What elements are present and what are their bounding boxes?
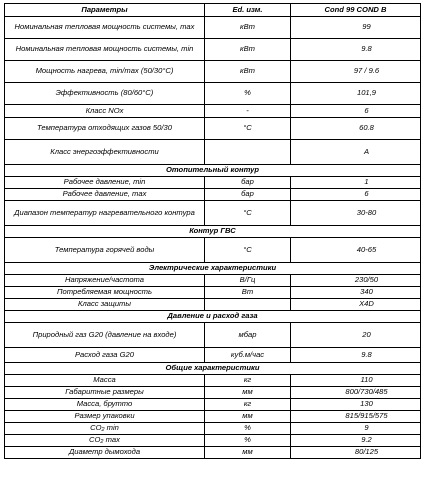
param-name-text: CO: [89, 435, 101, 445]
value-cell: 99: [291, 17, 421, 39]
spec-row: [5, 105, 421, 118]
specifications-table: [4, 3, 421, 459]
param-name: Потребляемая мощность: [5, 287, 205, 299]
value-cell: 6: [291, 189, 421, 201]
unit-cell: [205, 299, 291, 311]
unit-cell: [205, 140, 291, 165]
param-name: Масса, брутто: [5, 399, 205, 411]
spec-row: [5, 238, 421, 263]
param-name: Класс защиты: [5, 299, 205, 311]
param-name: Диапазон температур нагревательного контура: [5, 201, 205, 226]
unit-cell: бар: [205, 189, 291, 201]
unit-cell: мм: [205, 411, 291, 423]
spec-row: [5, 447, 421, 459]
spec-row: [5, 375, 421, 387]
spec-row: [5, 411, 421, 423]
param-name: Мощность нагрева, min/max (50/30°С): [5, 61, 205, 83]
value-cell: 40-65: [291, 238, 421, 263]
value-cell: 9.8: [291, 39, 421, 61]
header-unit: Ed. изм.: [205, 4, 291, 17]
unit-cell: мм: [205, 387, 291, 399]
spec-row: [5, 299, 421, 311]
value-cell: 130: [291, 399, 421, 411]
unit-cell: °С: [205, 238, 291, 263]
param-name-text: CO: [90, 423, 102, 433]
unit-cell: Вт: [205, 287, 291, 299]
value-cell: 9: [291, 423, 421, 435]
param-name: Номинальная тепловая мощность системы, min: [5, 39, 205, 61]
param-name: Температура горячей воды: [5, 238, 205, 263]
unit-cell: %: [205, 83, 291, 105]
section-header-row: [5, 165, 421, 177]
section-title: Электрические характеристики: [5, 263, 421, 275]
unit-cell: %: [205, 435, 291, 447]
value-cell: 9.8: [291, 348, 421, 363]
section-title: Общие характеристики: [5, 363, 421, 375]
unit-cell: мбар: [205, 323, 291, 348]
spec-row: [5, 287, 421, 299]
value-cell: 110: [291, 375, 421, 387]
param-name: Расход газа G20: [5, 348, 205, 363]
param-name: Габаритные размеры: [5, 387, 205, 399]
value-cell: 800/730/485: [291, 387, 421, 399]
param-name: Природный газ G20 (давление на входе): [5, 323, 205, 348]
param-name: [5, 435, 205, 447]
value-cell: 30-80: [291, 201, 421, 226]
param-name: Диаметр дымохода: [5, 447, 205, 459]
unit-cell: кВт: [205, 61, 291, 83]
section-title: Отопительный контур: [5, 165, 421, 177]
value-cell: 230/50: [291, 275, 421, 287]
param-name: Номинальная тепловая мощность системы, max: [5, 17, 205, 39]
value-cell: X4D: [291, 299, 421, 311]
header-model: Cond 99 COND B: [291, 4, 421, 17]
spec-row: [5, 83, 421, 105]
unit-cell: кВт: [205, 17, 291, 39]
value-cell: 80/125: [291, 447, 421, 459]
section-header-row: [5, 226, 421, 238]
unit-cell: кг: [205, 399, 291, 411]
param-subscript: 2: [100, 439, 104, 446]
spec-row: [5, 177, 421, 189]
spec-row: [5, 189, 421, 201]
unit-cell: кВт: [205, 39, 291, 61]
unit-cell: кг: [205, 375, 291, 387]
value-cell: 6: [291, 105, 421, 118]
spec-row: [5, 423, 421, 435]
spec-row: [5, 39, 421, 61]
spec-row: [5, 323, 421, 348]
spec-row: [5, 17, 421, 39]
unit-cell: %: [205, 423, 291, 435]
param-name: Рабочее давление, min: [5, 177, 205, 189]
section-header-row: [5, 311, 421, 323]
value-cell: 815/915/575: [291, 411, 421, 423]
param-name: Масса: [5, 375, 205, 387]
param-subscript: 2: [101, 427, 105, 434]
spec-row: [5, 140, 421, 165]
unit-cell: °С: [205, 201, 291, 226]
section-title: Контур ГВС: [5, 226, 421, 238]
unit-cell: мм: [205, 447, 291, 459]
unit-cell: °С: [205, 118, 291, 140]
spec-row: [5, 61, 421, 83]
param-name: Класс NOx: [5, 105, 205, 118]
value-cell: 1: [291, 177, 421, 189]
param-name: Напряжение/частота: [5, 275, 205, 287]
param-name: [5, 423, 205, 435]
value-cell: 340: [291, 287, 421, 299]
section-header-row: [5, 363, 421, 375]
param-name: Температура отходящих газов 50/30: [5, 118, 205, 140]
unit-cell: -: [205, 105, 291, 118]
spec-row: [5, 348, 421, 363]
header-parameters: Параметры: [5, 4, 205, 17]
param-name-suffix: min: [104, 423, 119, 433]
value-cell: 20: [291, 323, 421, 348]
spec-row: [5, 201, 421, 226]
spec-row: [5, 275, 421, 287]
spec-row: [5, 435, 421, 447]
param-name: Класс энергоэффективности: [5, 140, 205, 165]
spec-row: [5, 399, 421, 411]
unit-cell: бар: [205, 177, 291, 189]
value-cell: A: [291, 140, 421, 165]
param-name-suffix: max: [103, 435, 120, 445]
value-cell: 97 / 9.6: [291, 61, 421, 83]
param-name: Эффективность (80/60°С): [5, 83, 205, 105]
value-cell: 101,9: [291, 83, 421, 105]
section-title: Давление и расход газа: [5, 311, 421, 323]
param-name: Размер упаковки: [5, 411, 205, 423]
spec-row: [5, 387, 421, 399]
section-header-row: [5, 263, 421, 275]
unit-cell: куб.м/час: [205, 348, 291, 363]
header-row: [5, 4, 421, 17]
param-name: Рабочее давление, max: [5, 189, 205, 201]
value-cell: 60.8: [291, 118, 421, 140]
spec-row: [5, 118, 421, 140]
specifications-body: [5, 17, 421, 459]
unit-cell: В/Гц: [205, 275, 291, 287]
value-cell: 9.2: [291, 435, 421, 447]
